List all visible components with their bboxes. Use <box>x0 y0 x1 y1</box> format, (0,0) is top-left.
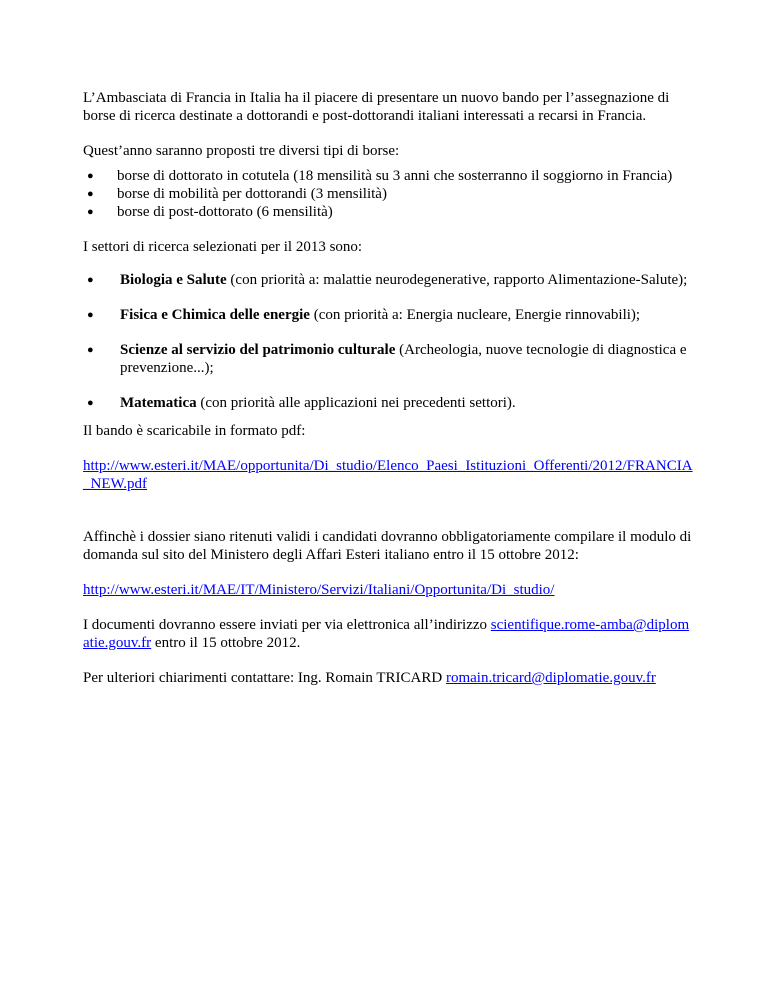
contact-text: Per ulteriori chiarimenti contattare: Ing. Romain TRICARD <box>83 670 446 686</box>
documents-paragraph <box>83 616 693 652</box>
sector-detail: (con priorità a: malattie neurodegenerative, rapporto Alimentazione-Salute); <box>226 272 688 288</box>
download-heading: Il bando è scaricabile in formato pdf: <box>83 423 306 439</box>
bullet-icon: ● <box>87 397 94 409</box>
types-list <box>83 167 693 221</box>
sector-name: Fisica e Chimica delle energie <box>120 307 310 323</box>
contact-paragraph <box>83 669 693 687</box>
documents-deadline: entro il 15 ottobre 2012. <box>151 635 301 651</box>
sector-detail: (con priorità a: Energia nucleare, Energie rinnovabili); <box>309 307 641 323</box>
documents-text: I documenti dovranno essere inviati per via elettronica all’indirizzo <box>83 617 491 633</box>
bullet-icon: ● <box>87 344 94 356</box>
mae-link-paragraph <box>83 581 693 599</box>
sectors-heading: I settori di ricerca selezionati per il 2013 sono: <box>83 239 363 255</box>
pdf-link[interactable]: http://www.esteri.it/MAE/opportunita/Di_studio/Elenco_Paesi_Istituzioni_Offerenti/2012/FRANCIA_NEW.pdf <box>83 458 693 492</box>
intro-paragraph: L’Ambasciata di Francia in Italia ha il piacere di presentare un nuovo bando per l’assegnazione di borse di ricerca destinate a dottorandi e post-dottorandi italiani interessati a recarsi in Francia. <box>83 90 670 124</box>
sector-name: Scienze al servizio del patrimonio culturale <box>120 342 396 358</box>
bullet-icon: ● <box>87 170 94 182</box>
type-item-label: borse di dottorato in cotutela (18 mensilità su 3 anni che sosterranno il soggiorno in Francia) <box>117 168 673 184</box>
list-item <box>83 394 693 412</box>
bullet-icon: ● <box>87 309 94 321</box>
types-heading: Quest’anno saranno proposti tre diversi tipi di borse: <box>83 143 400 159</box>
type-item-label: borse di mobilità per dottorandi (3 mensilità) <box>117 186 387 202</box>
list-item <box>83 341 693 377</box>
sector-detail: (Archeologia, nuove tecnologie di diagnostica e prevenzione...); <box>120 342 687 376</box>
list-item <box>83 271 693 289</box>
document-body <box>83 89 693 687</box>
pdf-link-paragraph <box>83 457 693 493</box>
contact-email-link[interactable]: romain.tricard@diplomatie.gouv.fr <box>445 670 656 686</box>
list-item <box>83 306 693 324</box>
type-item-label: borse di post-dottorato (6 mensilità) <box>117 204 333 220</box>
sector-name: Matematica <box>120 395 197 411</box>
bullet-icon: ● <box>87 206 94 218</box>
sector-detail: (con priorità alle applicazioni nei precedenti settori). <box>196 395 516 411</box>
dossier-paragraph: Affinchè i dossier siano ritenuti validi i candidati dovranno obbligatoriamente compilare il modulo di domanda sul sito del Ministero degli Affari Esteri italiano entro il 15 ottobre 2012: <box>83 529 692 563</box>
list-item <box>83 185 693 203</box>
sectors-list <box>83 271 693 412</box>
list-item <box>83 203 693 221</box>
list-item <box>83 167 693 185</box>
bullet-icon: ● <box>87 274 94 286</box>
mae-link[interactable]: http://www.esteri.it/MAE/IT/Ministero/Servizi/Italiani/Opportunita/Di_studio/ <box>83 582 555 598</box>
sector-name: Biologia e Salute <box>120 272 227 288</box>
scientifique-email-link[interactable]: scientifique.rome-amba@diplomatie.gouv.fr <box>83 617 690 651</box>
bullet-icon: ● <box>87 188 94 200</box>
